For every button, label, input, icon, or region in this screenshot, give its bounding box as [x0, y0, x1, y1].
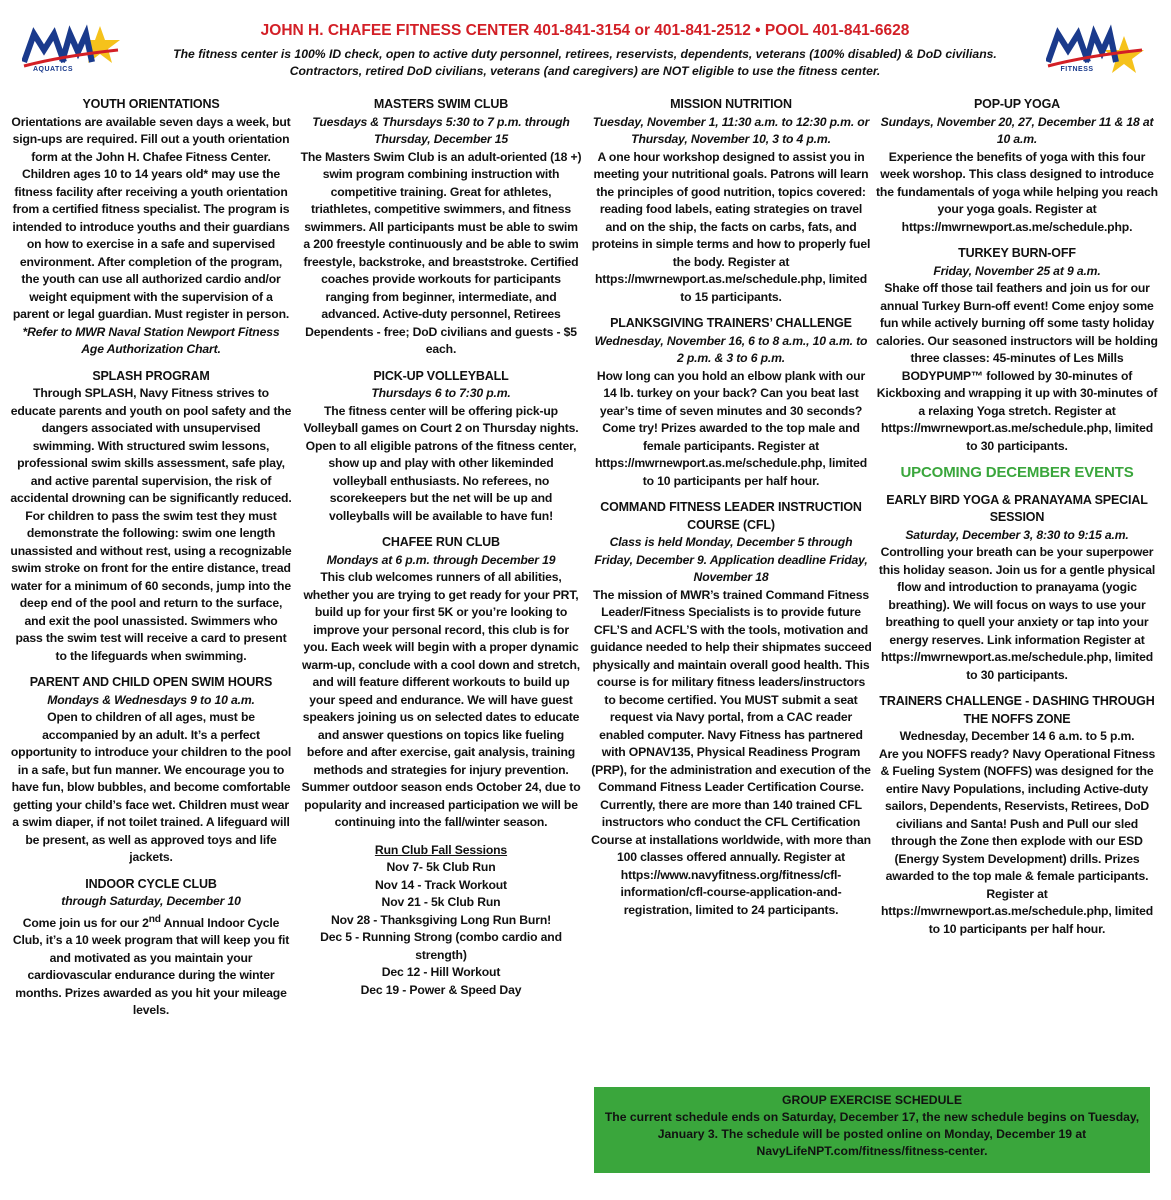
- column-1: [10, 96, 292, 1029]
- indoor-cycle-section: [10, 876, 292, 1020]
- volleyball-section: [300, 368, 582, 526]
- mwr-star-logo-icon: [22, 22, 122, 82]
- section-title: INDOOR CYCLE CLUB: [85, 876, 217, 891]
- masters-swim-section: [300, 96, 582, 359]
- column-4: [876, 96, 1158, 947]
- list-item: Nov 14 - Track Workout: [375, 877, 507, 892]
- section-body: The fitness center will be offering pick-up Volleyball games on Court 2 on Thursday nights. Open to all eligible patrons of the fitness center, show up and play with other likeminded volleyball enthusiasts. No referees, no scorekeepers but the net will be up and volleyballs will be available to have fun!: [303, 403, 579, 523]
- section-body: The Masters Swim Club is an adult-oriented (18 +) swim program combining instruction with competitive training. Great for athletes, triathletes, competitive swimmers, and fitness swimmers. All participants must be able to swim a 200 freestyle continuously and be able to swim freestyle, backstroke, and breaststroke. Certified coaches provide workouts for participants ranging from beginner, intermediate, and advanced. Active-duty personnel, Retirees Dependents - free; DoD civilians and guests - $5 each.: [300, 149, 582, 356]
- planksgiving-section: [590, 315, 872, 490]
- logo-left-sub: AQUATICS: [32, 66, 74, 73]
- eligibility-line-2: Contractors, retired DoD civilians, veterans (and caregivers) are NOT eligible to use the fitness center.: [289, 64, 881, 78]
- section-title: MISSION NUTRITION: [670, 97, 792, 111]
- section-body: The mission of MWR’s trained Command Fitness Leader/Fitness Specialists is to provide future CFL’S and ACFL’S with the tools, motivation and guidance needed to help their shipmates succeed physically and maintain overall good health. This course is for military fitness leaders/instructors to become certified. You MUST submit a seat request via Navy portal, from a CAC reader enabled computer. Navy Fitness has partnered with OPNAV135, Physical Readiness Program (PRP), for the administration and execution of the Command Fitness Leader Certification Course. Currently, there are more than 140 trained CFL instructors who conduct the CFL Certification Course at installations worldwide, with more than 100 classes offered annually. Register at https://www.navyfitness.org/fitness/cfl-information/cfl-course-application-and-registration, limited to 24 participants.: [590, 587, 872, 917]
- cycle-body-post: Annual Indoor Cycle Club, it’s a 10 week program that will keep you fit and motivated as you maintain your cardiovascular endurance during the winter months. Prizes awarded as you hit your mileage levels.: [12, 915, 290, 1018]
- section-body: [10, 114, 292, 359]
- section-schedule: Wednesday, December 14 6 a.m. to 5 p.m.: [899, 729, 1135, 743]
- section-title: EARLY BIRD YOGA & PRANAYAMA SPECIAL SESSION: [886, 492, 1148, 524]
- section-body: A one hour workshop designed to assist you in meeting your nutritional goals. Patrons will learn the principles of good nutrition, topics covered: reading food labels, eating strategies on travel and on the ship, the facts on carbs, fats, and proteins in simple terms and how to properly fuel the body. Register at https://mwrnewport.as.me/schedule.php, limited to 15 participants.: [591, 149, 871, 304]
- section-title: PICK-UP VOLLEYBALL: [373, 368, 509, 383]
- logo-right-sub: FITNESS: [1060, 66, 1094, 73]
- eligibility-note: [130, 46, 1040, 80]
- mwr-fitness-logo: [1046, 22, 1146, 82]
- section-body: Controlling your breath can be your superpower this holiday season. Join us for a gentle physical flow and introduction to pranayama (yogic breathing). We will focus on ways to use your breathing to quell your anxiety or tap into your energy reserves. Link information Register at https://mwrnewport.as.me/schedule.php, limited to 30 participants.: [878, 545, 1156, 682]
- list-item: Nov 7- 5k Club Run: [386, 860, 496, 874]
- section-body: How long can you hold an elbow plank with our 14 lb. turkey on your back? Can you beat last year’s time of seven minutes and 30 seconds? Come try! Prizes awarded to the top male and female participants. Register at https://mwrnewport.as.me/schedule.php, limited to 10 participants per half hour.: [594, 368, 868, 488]
- list-item: Dec 12 - Hill Workout: [381, 965, 501, 979]
- run-sessions-title: Run Club Fall Sessions: [374, 842, 508, 857]
- trainers-challenge-section: [876, 693, 1158, 938]
- section-title: CHAFEE RUN CLUB: [382, 535, 500, 549]
- section-title: PARENT AND CHILD OPEN SWIM HOURS: [29, 675, 273, 689]
- splash-program-section: [10, 368, 292, 666]
- eligibility-line-1: The fitness center is 100% ID check, open to active duty personnel, retirees, reservists, dependents, veterans (100% disabled) & DoD civilians.: [173, 47, 997, 61]
- youth-body-text: Orientations are available seven days a week, but sign-ups are required. Fill out a youth orientation form at the John H. Chafee Fitness Center. Children ages 10 to 14 years old* may use the fitness facility after receiving a youth orientation from a certified fitness specialist. The program is intended to introduce youths and their guardians on how to exercise in a safe and supervised environment. After completion of the program, the youth can use all authorized cardio and/or weight equipment with the supervision of a parent or legal guardian. Must register in person.: [11, 114, 291, 321]
- section-title: POP-UP YOGA: [973, 97, 1061, 111]
- section-body: Open to children of all ages, must be accompanied by an adult. It’s a perfect opportunity to introduce your children to the pool in a safe, but fun manner. We encourage you to have fun, blow bubbles, and become comfortable getting your child’s face wet. Children must wear a swim diaper, if not toilet trained. A lifeguard will be present, as well as approved toys and life jackets.: [10, 710, 292, 864]
- section-body: Through SPLASH, Navy Fitness strives to educate parents and youth on pool safety and the dangers associated with unsupervised swimming. With structured swim lessons, professional swim skills assessment, safe play, and active parental supervision, the risk of accidental drowning can be significantly reduced. For children to pass the swim test they must demonstrate the following: swim one length unassisted and without rest, using a recognizable swim stroke on front for the entire distance, tread water for a minimum of 60 seconds, jump into the deep end of the pool and return to the surface, and exit the pool unassisted. Swimmers who pass the swim test will receive a card to present to the lifeguards when swimming.: [10, 386, 292, 663]
- cycle-body-pre: Come join us for our 2: [22, 915, 149, 930]
- page-header: [0, 0, 1171, 90]
- section-title: MASTERS SWIM CLUB: [373, 97, 509, 111]
- group-exercise-box: [594, 1087, 1150, 1173]
- mwr-aquatics-logo: [22, 22, 122, 82]
- upcoming-december-heading: UPCOMING DECEMBER EVENTS: [900, 464, 1134, 481]
- section-title: PLANKSGIVING TRAINERS’ CHALLENGE: [610, 316, 852, 330]
- group-exercise-body: The current schedule ends on Saturday, December 17, the new schedule begins on Tuesday, January 3. The schedule will be posted online on Monday, December 19 at NavyLifeNPT.com/fitness/fitness-center.: [604, 1110, 1140, 1158]
- run-sessions-list: [300, 859, 582, 999]
- section-schedule: through Saturday, December 10: [61, 894, 241, 908]
- column-3: [590, 96, 872, 928]
- list-item: Nov 21 - 5k Club Run: [381, 895, 501, 909]
- content-columns: [10, 96, 1165, 1196]
- run-club-section: [300, 534, 582, 999]
- section-body: This club welcomes runners of all abilities, whether you are trying to get ready for your PRT, build up for your first 5K or you’re looking to improve your personal record, this club is for you. Each week will begin with a proper dynamic warm-up, conclude with a cool down and stretch, and will feature different workouts to build up your speed and endurance. We will have guest speakers joining us on selected dates to educate and answer questions on topics like fueling before and after exercise, gait analysis, training methods and strategies for injury prevention. Summer outdoor season ends October 24, due to popularity and increased participation we will be continuing into the fall/winter season.: [301, 570, 581, 829]
- pop-up-yoga-section: [876, 96, 1158, 236]
- section-schedule: Saturday, December 3, 8:30 to 9:15 a.m.: [905, 527, 1129, 542]
- group-exercise-title: GROUP EXERCISE SCHEDULE: [782, 1093, 962, 1107]
- list-item: Dec 19 - Power & Speed Day: [360, 982, 522, 997]
- section-title: SPLASH PROGRAM: [92, 368, 210, 383]
- youth-orientations-section: [10, 96, 292, 359]
- cfl-section: [590, 499, 872, 919]
- section-title: TURKEY BURN-OFF: [958, 246, 1076, 260]
- section-schedule: Tuesdays & Thursdays 5:30 to 7 p.m. through Thursday, December 15: [312, 114, 570, 146]
- youth-note: *Refer to MWR Naval Station Newport Fitness Age Authorization Chart.: [22, 324, 280, 356]
- turkey-burn-off-section: [876, 245, 1158, 455]
- list-item: Dec 5 - Running Strong (combo cardio and strength): [320, 930, 562, 962]
- section-schedule: Tuesday, November 1, 11:30 a.m. to 12:30 p.m. or Thursday, November 10, 3 to 4 p.m.: [592, 114, 870, 146]
- section-body: Shake off those tail feathers and join us for our annual Turkey Burn-off event! Come enjoy some fun while actively burning off some tasty holiday calories. Our seasoned instructors will be holding three classes: 45-minutes of Les Mills BODYPUMP™ followed by 30-minutes of Kickboxing and wrapping it up with 30-minutes of a relaxing Yoga stretch. Register at https://mwrnewport.as.me/schedule.php, limited to 30 participants.: [876, 281, 1158, 453]
- early-bird-yoga-section: [876, 492, 1158, 685]
- section-schedule: Mondays at 6 p.m. through December 19: [326, 552, 556, 567]
- section-body: [10, 911, 292, 1020]
- column-2: [300, 96, 582, 1008]
- section-schedule: Class is held Monday, December 5 through Friday, December 9. Application deadline Friday, November 18: [594, 535, 868, 584]
- section-title: YOUTH ORIENTATIONS: [82, 97, 220, 111]
- cycle-body-sup: nd: [148, 913, 161, 925]
- mission-nutrition-section: [590, 96, 872, 306]
- section-body: Are you NOFFS ready? Navy Operational Fitness & Fueling System (NOFFS) was designed for the entire Navy Populations, including Active-duty sailors, Dependents, Reservists, Retirees, DoD civilians and Santa! Push and Pull our sled through the Zone then explode with our ESD (Energy System Development) drills. Prizes awarded to the top male & female participants. Register at https://mwrnewport.as.me/schedule.php, limited to 10 participants per half hour.: [878, 746, 1156, 936]
- section-schedule: Sundays, November 20, 27, December 11 & 18 at 10 a.m.: [880, 114, 1154, 146]
- parent-child-swim-section: [10, 674, 292, 867]
- section-schedule: Mondays & Wednesdays 9 to 10 a.m.: [47, 692, 255, 707]
- page-title: JOHN H. CHAFEE FITNESS CENTER 401-841-3154 or 401-841-2512 • POOL 401-841-6628: [260, 22, 910, 39]
- section-title: TRAINERS CHALLENGE - DASHING THROUGH THE NOFFS ZONE: [879, 694, 1155, 726]
- list-item: Nov 28 - Thanksgiving Long Run Burn!: [330, 912, 552, 927]
- section-schedule: Wednesday, November 16, 6 to 8 a.m., 10 a.m. to 2 p.m. & 3 to 6 p.m.: [594, 333, 868, 365]
- section-schedule: Friday, November 25 at 9 a.m.: [933, 263, 1101, 278]
- section-schedule: Thursdays 6 to 7:30 p.m.: [371, 386, 511, 400]
- mwr-star-logo-icon: [1046, 22, 1146, 82]
- section-body: Experience the benefits of yoga with this four week worshop. This class designed to introduce the fundamentals of yoga while helping you reach your yoga goals. Register at https://mwrnewport.as.me/schedule.php.: [876, 149, 1158, 234]
- section-title: COMMAND FITNESS LEADER INSTRUCTION COURSE (CFL): [600, 500, 862, 532]
